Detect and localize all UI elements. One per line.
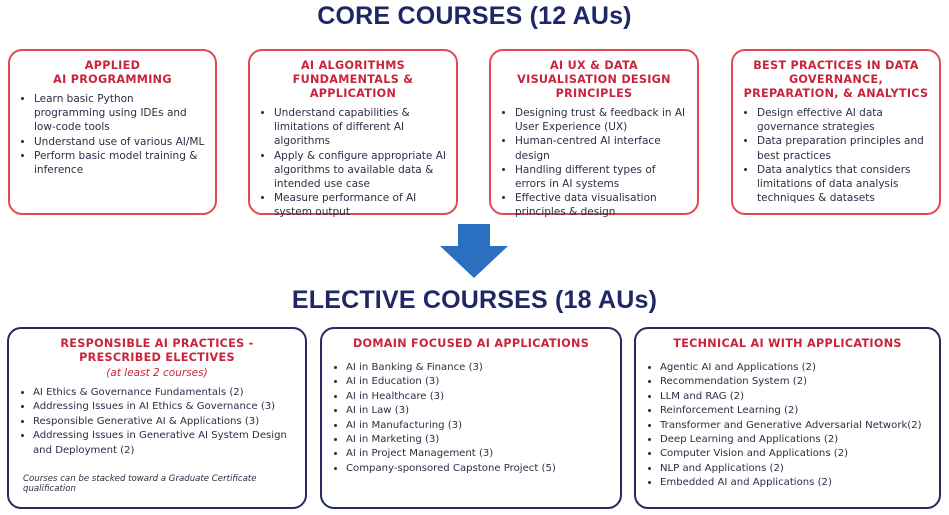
- footnote: Courses can be stacked toward a Graduate Certificate qualification: [23, 474, 257, 494]
- list-item: • Perform basic model training & inference: [34, 149, 207, 177]
- list-item: • Data preparation principles and best practices: [757, 134, 931, 162]
- elective-box-technical-ai: [634, 327, 941, 509]
- list-item: • Understand use of various AI/ML: [34, 135, 207, 149]
- elective-box-responsible-ai: [7, 327, 307, 509]
- core-box-title: BEST PRACTICES IN DATA GOVERNANCE, PREPARATION, & ANALYTICS: [743, 59, 929, 100]
- list-item: • AI in Law (3): [346, 404, 612, 418]
- list-item: • LLM and RAG (2): [660, 390, 931, 404]
- elective-box-list: [330, 361, 612, 476]
- list-item: • Addressing Issues in Generative AI System Design and Deployment (2): [33, 429, 297, 458]
- list-item: • Data analytics that considers limitations of data analysis techniques & datasets: [757, 163, 931, 206]
- core-box-ai-ux: [489, 49, 699, 219]
- list-item: • Embedded AI and Applications (2): [660, 476, 931, 490]
- core-box-title: AI UX & DATA VISUALISATION DESIGN PRINCIPLES: [517, 59, 671, 100]
- list-item: • Understand capabilities & limitations of different AI algorithms: [274, 106, 448, 149]
- list-item: • Design effective AI data governance strategies: [757, 106, 931, 134]
- elective-box-list: [17, 386, 297, 458]
- core-courses-title: CORE COURSES (12 AUs): [317, 2, 632, 30]
- list-item: • Measure performance of AI system output: [274, 191, 448, 219]
- elective-box-title: DOMAIN FOCUSED AI APPLICATIONS: [352, 337, 590, 350]
- list-item: • Reinforcement Learning (2): [660, 404, 931, 418]
- list-item: • AI in Project Management (3): [346, 447, 612, 461]
- core-box-data-governance: [731, 49, 941, 215]
- elective-box-title: TECHNICAL AI WITH APPLICATIONS: [673, 337, 902, 350]
- core-box-title: APPLIED AI PROGRAMMING: [53, 59, 172, 86]
- list-item: • Deep Learning and Applications (2): [660, 433, 931, 447]
- list-item: • Learn basic Python programming using IDEs and low-code tools: [34, 92, 207, 135]
- elective-courses-title: ELECTIVE COURSES (18 AUs): [291, 286, 658, 314]
- core-box-list: [18, 92, 207, 177]
- elective-box-domain-focused: [320, 327, 622, 509]
- list-item: • Company-sponsored Capstone Project (5): [346, 462, 612, 476]
- list-item: • Handling different types of errors in AI systems: [515, 163, 689, 191]
- core-box-applied-ai-programming: [8, 49, 217, 215]
- list-item: • Apply & configure appropriate AI algorithms to available data & intended use case: [274, 149, 448, 192]
- elective-box-list: [644, 361, 931, 491]
- list-item: • AI in Banking & Finance (3): [346, 361, 612, 375]
- list-item: • AI Ethics & Governance Fundamentals (2): [33, 386, 297, 400]
- list-item: • Recommendation System (2): [660, 375, 931, 389]
- list-item: • AI in Healthcare (3): [346, 390, 612, 404]
- elective-box-subtitle: (at least 2 courses): [106, 367, 208, 379]
- list-item: • Human-centred AI interface design: [515, 134, 689, 162]
- list-item: • Responsible Generative AI & Applications (3): [33, 415, 297, 429]
- elective-box-title: RESPONSIBLE AI PRACTICES - PRESCRIBED ELECTIVES: [60, 337, 254, 364]
- list-item: • Agentic AI and Applications (2): [660, 361, 931, 375]
- core-box-ai-algorithms: [248, 49, 458, 219]
- list-item: • AI in Manufacturing (3): [346, 419, 612, 433]
- core-box-title: AI ALGORITHMS FUNDAMENTALS & APPLICATION: [292, 59, 414, 100]
- core-box-list: [499, 106, 689, 220]
- list-item: • Computer Vision and Applications (2): [660, 447, 931, 461]
- core-box-list: [741, 106, 931, 205]
- list-item: • AI in Education (3): [346, 375, 612, 389]
- list-item: • Transformer and Generative Adversarial Network(2): [660, 419, 931, 433]
- list-item: • NLP and Applications (2): [660, 462, 931, 476]
- list-item: • Effective data visualisation principles & design: [515, 191, 689, 219]
- core-box-list: [258, 106, 448, 220]
- list-item: • Addressing Issues in AI Ethics & Governance (3): [33, 400, 297, 414]
- list-item: • Designing trust & feedback in AI User Experience (UX): [515, 106, 689, 134]
- list-item: • AI in Marketing (3): [346, 433, 612, 447]
- down-arrow-icon: [440, 224, 508, 278]
